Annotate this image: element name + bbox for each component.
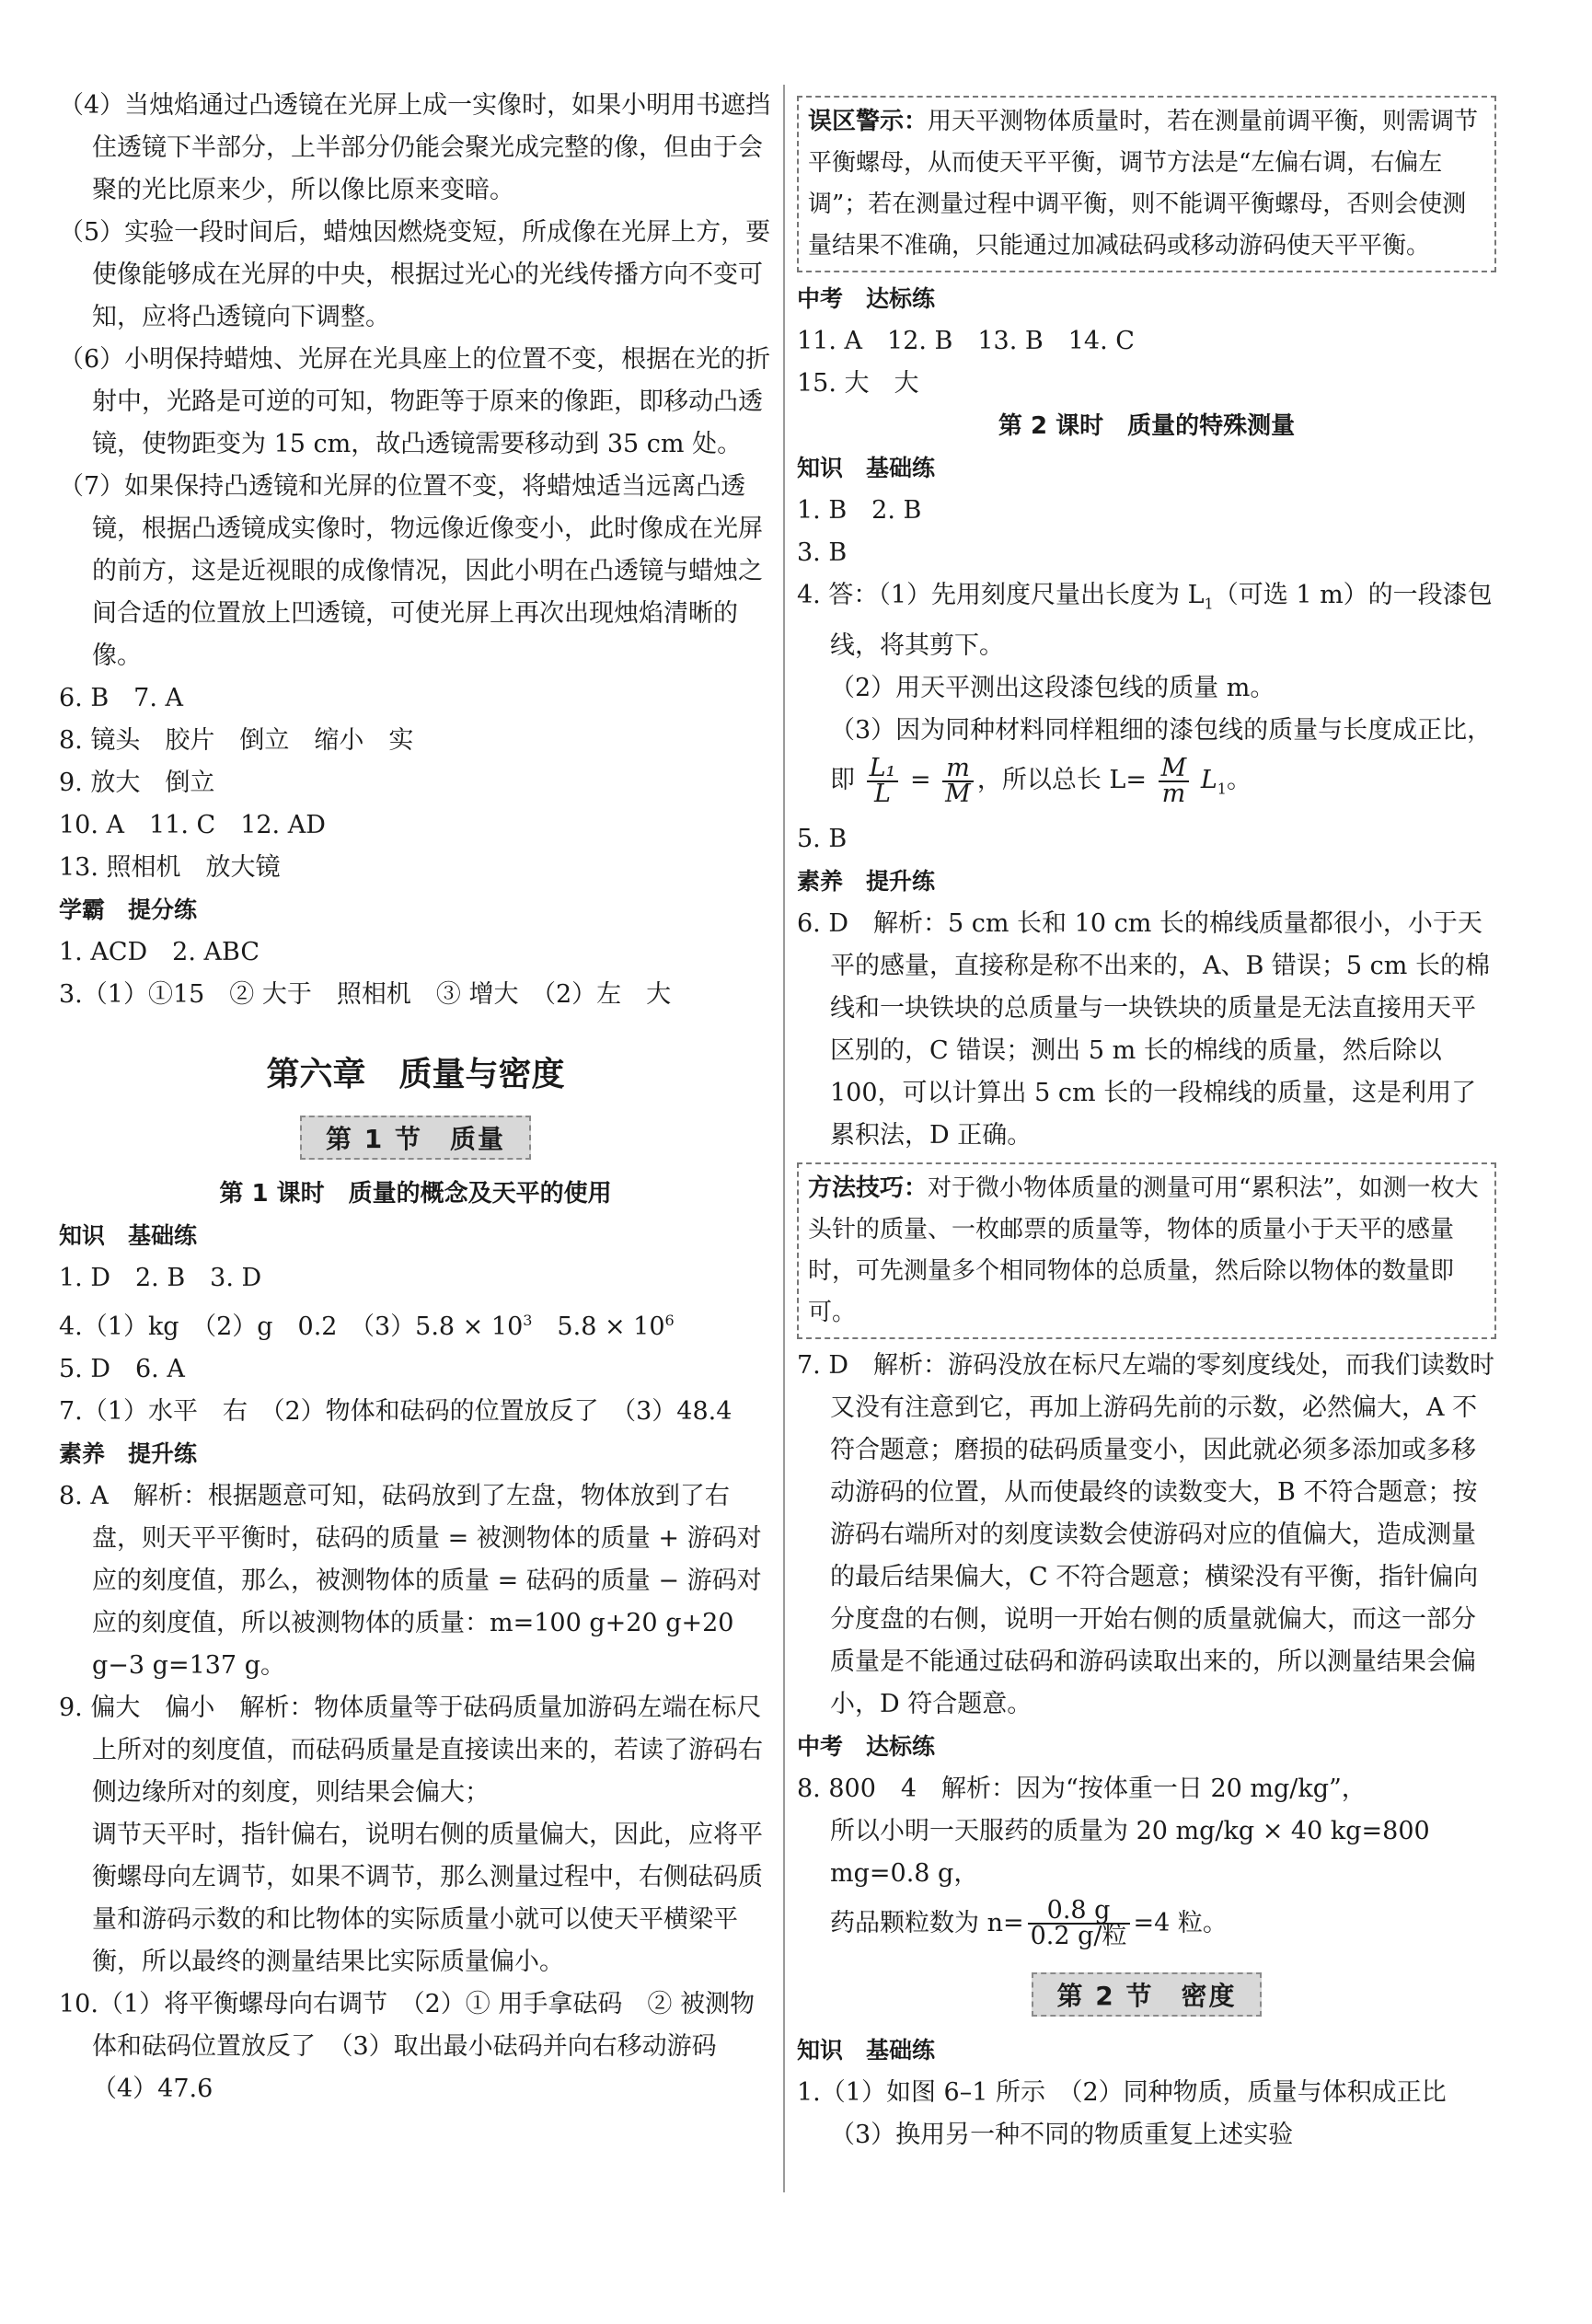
suyang-answer-9a: 9. 偏大 偏小 解析：物体质量等于砝码质量加游码左端在标尺上所对的刻度值，而砝码质量是直接读出来的，若读了游码右侧边缘所对的刻度，则结果会偏大； <box>59 1694 763 1807</box>
answer-5-text: （5）实验一段时间后，蜡烛因燃烧变短，所成像在光屏上方，要使像能够成在光屏的中央，根据过光心的光线传播方向不变可知，应将凸透镜向下调整。 <box>59 218 771 331</box>
heading-zhishi-3: 知识 基础练 <box>797 2036 936 2064</box>
zhishi2-answer-4a <box>797 574 1496 667</box>
heading-zhishi-2: 知识 基础练 <box>797 455 936 481</box>
zhongkao-answer-15: 15. 大 大 <box>797 369 919 398</box>
answer-4a-tail: （可选 1 m）的一段漆包线，将其剪下。 <box>830 581 1493 661</box>
subscript-1b: 1 <box>1217 780 1227 798</box>
heading-suyang: 素养 提升练 <box>59 1440 198 1467</box>
zhishi-answers-5-6: 5. D 6. A <box>59 1355 185 1383</box>
answers-6-7: 6. B 7. A <box>59 684 184 712</box>
suyang-answer-10: 10.（1）将平衡螺母向右调节 （2）① 用手拿砝码 ② 被测物体和砝码位置放反了 （3）取出最小砝码并向右移动游码 （4）47.6 <box>59 1990 755 2103</box>
answer-4-part-b: 5.8 × 10 <box>532 1312 665 1341</box>
zhongkao2-answer-8b: 所以小明一天服药的质量为 20 mg/kg × 40 kg=800 mg=0.8 g， <box>830 1816 1430 1888</box>
answer-4-text: （4）当烛焰通过凸透镜在光屏上成一实像时，如果小明用书遮挡住透镜下半部分，上半部分仍能会聚光成完整的像，但由于会聚的光比原来少，所以像比原来变暗。 <box>59 91 771 204</box>
zhishi-answer-4 <box>59 1300 772 1348</box>
section-2-title: 第 2 节 密度 <box>1032 1972 1263 2017</box>
warning-text <box>808 101 1485 267</box>
zhishi2-answer-4c: （3）因为同种材料同样粗细的漆包线的质量与长度成正比， <box>830 716 1493 746</box>
fraction-pill-count <box>1028 1896 1130 1951</box>
fraction-3-bottom: m <box>1161 779 1186 808</box>
answer-4-part-a: 4.（1）kg （2）g 0.2 （3）5.8 × 10 <box>59 1312 524 1341</box>
warning-body: 用天平测物体质量时，若在测量前调平衡，则需调节平衡螺母，从而使天平平衡，调节方法是“左偏右调，右偏左调”；若在测量过程中调平衡，则不能调平衡螺母，否则会使测量结果不准确，只能通过加减砝码或移动游码使天平平衡。 <box>808 108 1479 260</box>
zhishi2-answer-4d: 即 $\frac{\text{L₁}}{L}$ = $\frac{m}{M}$ ，所以总长 L= $\frac{M}{m}$ $L_1$。 <box>830 753 1252 808</box>
suyang2-answer-6: 6. D 解析：5 cm 长和 10 cm 长的棉线质量都很小，小于天平的感量，直接称是称不出来的，A、B 错误；5 cm 长的棉线和一块铁块的总质量与一块铁块的质量是无法直接用天平区别的，C 错误；测出 5 m 长的棉线的质量，然后除以 100，可以计算出 5 cm 长的一段棉线的质量，这是利用了累积法，D 正确。 <box>797 908 1490 1150</box>
zhishi2-answer-5: 5. B <box>797 824 848 853</box>
formula-middle: ，所以总长 L= <box>976 766 1147 795</box>
xueba-answers-1-2: 1. ACD 2. ABC <box>59 938 260 966</box>
formula-prefix: 即 <box>830 766 855 795</box>
fraction-4-bottom: 0.2 g/粒 <box>1030 1922 1127 1951</box>
heading-suyang-2: 素养 提升练 <box>797 867 936 895</box>
zhongkao-answers-11-14: 11. A 12. B 13. B 14. C <box>797 327 1135 355</box>
answers-10-12: 10. A 11. C 12. AD <box>59 811 326 839</box>
section-2-banner <box>797 1972 1496 2017</box>
equals-sign: = <box>909 766 931 795</box>
formula-end: L <box>1200 766 1217 795</box>
exponent-3: 3 <box>523 1312 533 1329</box>
heading-zhishi: 知识 基础练 <box>59 1222 198 1249</box>
fraction-1-top: L₁ <box>867 757 899 782</box>
chapter-title: 第六章 质量与密度 <box>266 1056 565 1093</box>
right-column <box>797 96 1496 2156</box>
suyang-answer-9b: 调节天平时，指针偏右，说明右侧的质量偏大，因此，应将平衡螺母向左调节，如果不调节，那么测量过程中，右侧砝码质量和游码示数的和比物体的实际质量小就可以使天平横梁平衡，所以最终的测量结果比实际质量偏小。 <box>92 1821 763 1976</box>
zhishi-answers-1-3: 1. D 2. B 3. D <box>59 1264 262 1292</box>
fraction-m-over-M <box>942 753 974 808</box>
exponent-6: 6 <box>664 1312 675 1329</box>
zhongkao2-answer-8c <box>797 1895 1496 1952</box>
warning-box <box>797 96 1496 272</box>
tip-label: 方法技巧： <box>808 1174 929 1202</box>
section-1-title: 第 1 节 质量 <box>300 1116 531 1160</box>
tip-box <box>797 1162 1496 1339</box>
left-column <box>59 85 772 2110</box>
tip-body: 对于微小物体质量的测量可用“累积法”，如测一枚大头针的质量、一枚邮票的质量等，物体的质量小于天平的感量时，可先测量多个相同物体的总质量，然后除以物体的数量即可。 <box>808 1174 1479 1326</box>
fraction-2-bottom: M <box>945 779 971 808</box>
answer-13: 13. 照相机 放大镜 <box>59 853 281 882</box>
pill-count-suffix: =4 粒。 <box>1133 1908 1228 1937</box>
tip-text <box>808 1168 1485 1334</box>
answer-7-text: （7）如果保持凸透镜和光屏的位置不变，将蜡烛适当远离凸透镜，根据凸透镜成实像时，物远像近像变小，此时像成在光屏的前方，这是近视眼的成像情况，因此小明在凸透镜与蜡烛之间合适的位置放上凹透镜，可使光屏上再次出现烛焰清晰的像。 <box>59 472 763 670</box>
suyang2-answer-7: 7. D 解析：游码没放在标尺左端的零刻度线处，而我们读数时又没有注意到它，再加上游码先前的示数，必然偏大，A 不符合题意；磨损的砝码质量变小，因此就必须多添加或多移动游码的位置，从而使最终的读数变大，B 不符合题意；按游码右端所对的刻度读数会使游码对应的值偏大，造成测量的最后结果偏大，C 不符合题意；横梁没有平衡，指针偏向分度盘的右侧，说明一开始右侧的质量就偏大，而这一部分质量是不能通过砝码和游码读取出来的，所以测量结果会偏小，D 符合题意。 <box>797 1350 1494 1718</box>
lesson-2-title: 第 2 课时 质量的特殊测量 <box>998 412 1296 440</box>
heading-xueba: 学霸 提分练 <box>59 896 198 923</box>
fraction-1-bottom: L <box>874 779 891 808</box>
suyang-answer-8: 8. A 解析：根据题意可知，砝码放到了左盘，物体放到了右盘，则天平平衡时，砝码的质量 = 被测物体的质量 + 游码对应的刻度值，那么，被测物体的质量 = 砝码的质量 − 游码对应的刻度值，所以被测物体的质量：m=100 g+20 g+20 g−3 g=137 g。 <box>59 1482 762 1680</box>
fraction-2-top: m <box>942 757 974 782</box>
lesson-1-title: 第 1 课时 质量的概念及天平的使用 <box>219 1180 612 1208</box>
warning-label: 误区警示： <box>808 108 929 135</box>
density-answer-1a: 1.（1）如图 6–1 所示 （2）同种物质，质量与体积成正比 <box>797 2077 1447 2107</box>
heading-zhongkao-1: 中考 达标练 <box>797 285 936 312</box>
zhishi-answer-7: 7.（1）水平 右 （2）物体和砝码的位置放反了 （3）48.4 <box>59 1397 733 1426</box>
fraction-4-top: 0.8 g <box>1028 1899 1130 1925</box>
zhongkao2-answer-8a: 8. 800 4 解析：因为“按体重一日 20 mg/kg”， <box>797 1774 1367 1803</box>
density-answer-1b: （3）换用另一种不同的物质重复上述实验 <box>830 2120 1294 2149</box>
xueba-answer-3: 3.（1）①15 ② 大于 照相机 ③ 增大 （2）左 大 <box>59 980 672 1009</box>
fraction-3-top: M <box>1159 757 1190 782</box>
fraction-M-over-m <box>1159 753 1190 808</box>
heading-zhongkao-2: 中考 达标练 <box>797 1732 936 1760</box>
zhishi2-answer-3: 3. B <box>797 538 848 567</box>
answer-6-text: （6）小明保持蜡烛、光屏在光具座上的位置不变，根据在光的折射中，光路是可逆的可知，物距等于原来的像距，即移动凸透镜，使物距变为 15 cm，故凸透镜需要移动到 35 cm 处。 <box>59 345 771 458</box>
subscript-1: 1 <box>1204 595 1214 613</box>
column-divider <box>783 85 785 2192</box>
section-1-banner <box>59 1116 772 1160</box>
answer-9: 9. 放大 倒立 <box>59 769 215 797</box>
pill-count-prefix: 药品颗粒数为 n= <box>830 1908 1024 1937</box>
answer-4a-text: 4. 答：（1）先用刻度尺量出长度为 L <box>797 581 1205 609</box>
fraction-l1-over-l <box>867 753 899 808</box>
zhishi2-answer-4b: （2）用天平测出这段漆包线的质量 m。 <box>830 674 1275 703</box>
answer-8: 8. 镜头 胶片 倒立 缩小 实 <box>59 726 414 755</box>
zhishi2-answers-1-2: 1. B 2. B <box>797 496 922 525</box>
